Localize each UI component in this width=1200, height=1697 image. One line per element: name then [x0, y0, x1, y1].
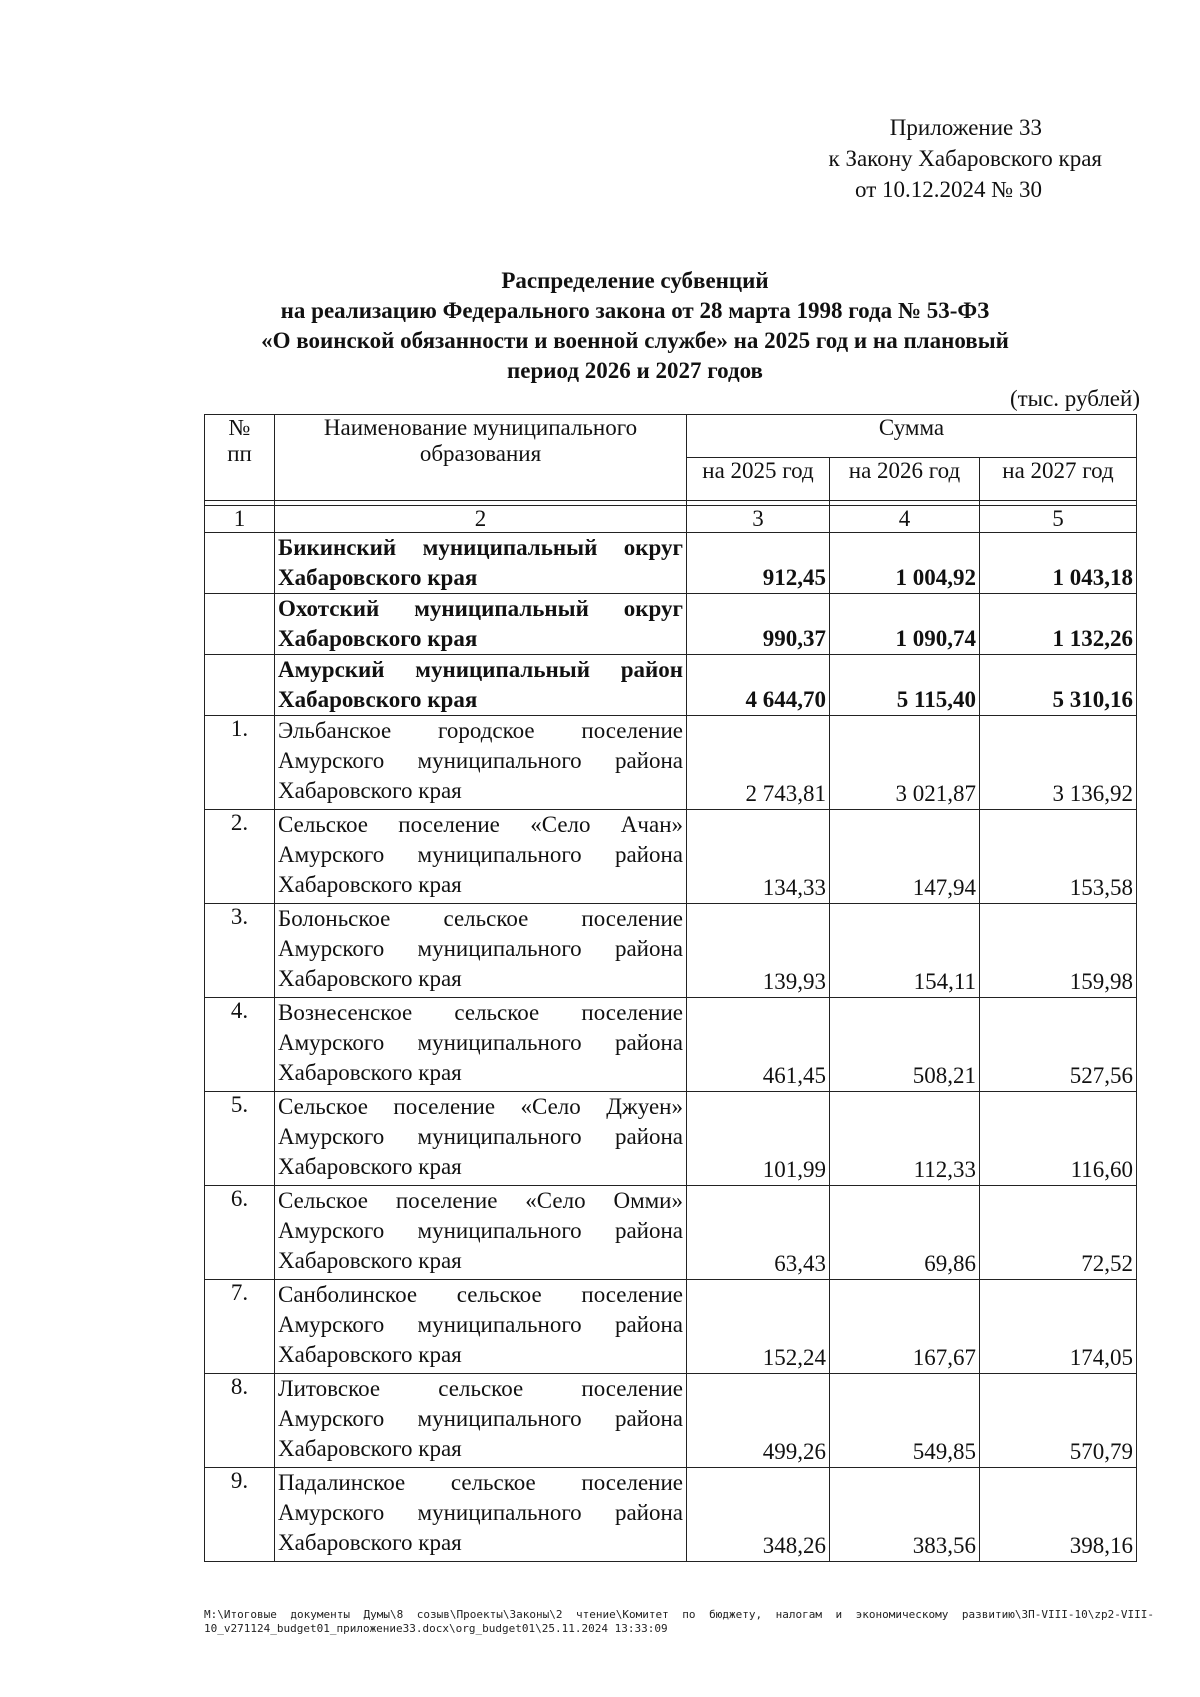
- row-name: Сельское поселение «Село Омми» Амурского муниципального района Хабаровского края: [275, 1186, 687, 1280]
- header-2026: на 2026 год: [830, 458, 980, 501]
- table-row: [205, 1468, 1137, 1562]
- title-line-2: на реализацию Федерального закона от 28 марта 1998 года № 53-ФЗ: [280, 298, 990, 323]
- table-row: [205, 594, 1137, 655]
- row-value-2027: 72,52: [980, 1186, 1137, 1280]
- row-number: [205, 594, 275, 655]
- appendix-law: к Закону Хабаровского края: [828, 146, 1102, 171]
- row-value-2026: 3 021,87: [830, 716, 980, 810]
- row-value-2027: 1 043,18: [980, 533, 1137, 594]
- row-name: Падалинское сельское поселение Амурского муниципального района Хабаровского края: [275, 1468, 687, 1562]
- row-value-2025: 63,43: [687, 1186, 830, 1280]
- row-number: 5.: [205, 1092, 275, 1186]
- row-value-2025: 134,33: [687, 810, 830, 904]
- row-number: [205, 655, 275, 716]
- row-name: Сельское поселение «Село Ачан» Амурского муниципального района Хабаровского края: [275, 810, 687, 904]
- table-row: [205, 533, 1137, 594]
- row-value-2026: 1 090,74: [830, 594, 980, 655]
- row-value-2025: 990,37: [687, 594, 830, 655]
- column-number-row: [205, 506, 1137, 533]
- row-name: Охотский муниципальный округ Хабаровского края: [275, 594, 687, 655]
- title-line-3: «О воинской обязанности и военной службе» на 2025 год и на плановый: [261, 328, 1009, 353]
- row-value-2026: 167,67: [830, 1280, 980, 1374]
- row-value-2026: 112,33: [830, 1092, 980, 1186]
- subvention-table: [204, 414, 1137, 1562]
- header-2027: на 2027 год: [980, 458, 1137, 501]
- row-name: Болоньское сельское поселение Амурского муниципального района Хабаровского края: [275, 904, 687, 998]
- document-title: [200, 266, 1070, 386]
- table-row: [205, 655, 1137, 716]
- header-name: Наименование муниципального образования: [275, 415, 687, 501]
- header-sum: Сумма: [687, 415, 1137, 458]
- row-value-2026: 147,94: [830, 810, 980, 904]
- row-number: 1.: [205, 716, 275, 810]
- table-row: [205, 904, 1137, 998]
- row-value-2025: 152,24: [687, 1280, 830, 1374]
- row-name: Литовское сельское поселение Амурского муниципального района Хабаровского края: [275, 1374, 687, 1468]
- table-row: [205, 716, 1137, 810]
- row-value-2025: 4 644,70: [687, 655, 830, 716]
- row-number: 9.: [205, 1468, 275, 1562]
- table-row: [205, 998, 1137, 1092]
- row-name: Амурский муниципальный район Хабаровского края: [275, 655, 687, 716]
- column-number: 4: [830, 506, 980, 533]
- row-value-2027: 5 310,16: [980, 655, 1137, 716]
- row-number: 6.: [205, 1186, 275, 1280]
- units-label: (тыс. рублей): [1009, 386, 1140, 411]
- title-line-1: Распределение субвенций: [501, 268, 769, 293]
- row-value-2027: 1 132,26: [980, 594, 1137, 655]
- appendix-date: от 10.12.2024 № 30: [855, 177, 1042, 202]
- row-name: Вознесенское сельское поселение Амурского муниципального района Хабаровского края: [275, 998, 687, 1092]
- table-row: [205, 810, 1137, 904]
- row-name: Эльбанское городское поселение Амурского муниципального района Хабаровского края: [275, 716, 687, 810]
- row-number: 4.: [205, 998, 275, 1092]
- row-number: 7.: [205, 1280, 275, 1374]
- table-row: [205, 1092, 1137, 1186]
- row-value-2027: 570,79: [980, 1374, 1137, 1468]
- row-value-2026: 69,86: [830, 1186, 980, 1280]
- row-value-2027: 527,56: [980, 998, 1137, 1092]
- title-line-4: период 2026 и 2027 годов: [507, 358, 763, 383]
- table-row: [205, 1186, 1137, 1280]
- column-number: 5: [980, 506, 1137, 533]
- row-value-2026: 383,56: [830, 1468, 980, 1562]
- row-name: Санболинское сельское поселение Амурского муниципального района Хабаровского края: [275, 1280, 687, 1374]
- row-value-2025: 348,26: [687, 1468, 830, 1562]
- row-value-2025: 461,45: [687, 998, 830, 1092]
- row-value-2026: 5 115,40: [830, 655, 980, 716]
- row-value-2027: 116,60: [980, 1092, 1137, 1186]
- row-number: 3.: [205, 904, 275, 998]
- row-value-2026: 154,11: [830, 904, 980, 998]
- table-row: [205, 1374, 1137, 1468]
- row-value-2026: 549,85: [830, 1374, 980, 1468]
- row-name: Сельское поселение «Село Джуен» Амурского муниципального района Хабаровского края: [275, 1092, 687, 1186]
- column-number: 1: [205, 506, 275, 533]
- appendix-number: Приложение 33: [889, 115, 1042, 140]
- row-value-2026: 1 004,92: [830, 533, 980, 594]
- row-value-2027: 153,58: [980, 810, 1137, 904]
- header-number: № пп: [205, 415, 275, 501]
- row-number: 2.: [205, 810, 275, 904]
- row-value-2027: 3 136,92: [980, 716, 1137, 810]
- row-value-2027: 174,05: [980, 1280, 1137, 1374]
- row-value-2025: 101,99: [687, 1092, 830, 1186]
- row-name: Бикинский муниципальный округ Хабаровского края: [275, 533, 687, 594]
- row-value-2027: 159,98: [980, 904, 1137, 998]
- column-number: 3: [687, 506, 830, 533]
- column-number: 2: [275, 506, 687, 533]
- row-number: [205, 533, 275, 594]
- row-value-2026: 508,21: [830, 998, 980, 1092]
- row-value-2025: 912,45: [687, 533, 830, 594]
- file-path-footer: M:\Итоговые документы Думы\8 созыв\Проекты\Законы\2 чтение\Комитет по бюджету, налогам и экономическому развитию\ЗП-VIII-10\zp2-VIII-10_v271124_budget01_приложение33.docx\org_budget01\25.11.2024 13:33:09: [204, 1608, 1154, 1635]
- row-value-2025: 499,26: [687, 1374, 830, 1468]
- row-number: 8.: [205, 1374, 275, 1468]
- appendix-header: [642, 112, 1102, 205]
- row-value-2025: 2 743,81: [687, 716, 830, 810]
- table-header-row: [205, 415, 1137, 458]
- row-value-2027: 398,16: [980, 1468, 1137, 1562]
- table-row: [205, 1280, 1137, 1374]
- header-2025: на 2025 год: [687, 458, 830, 501]
- row-value-2025: 139,93: [687, 904, 830, 998]
